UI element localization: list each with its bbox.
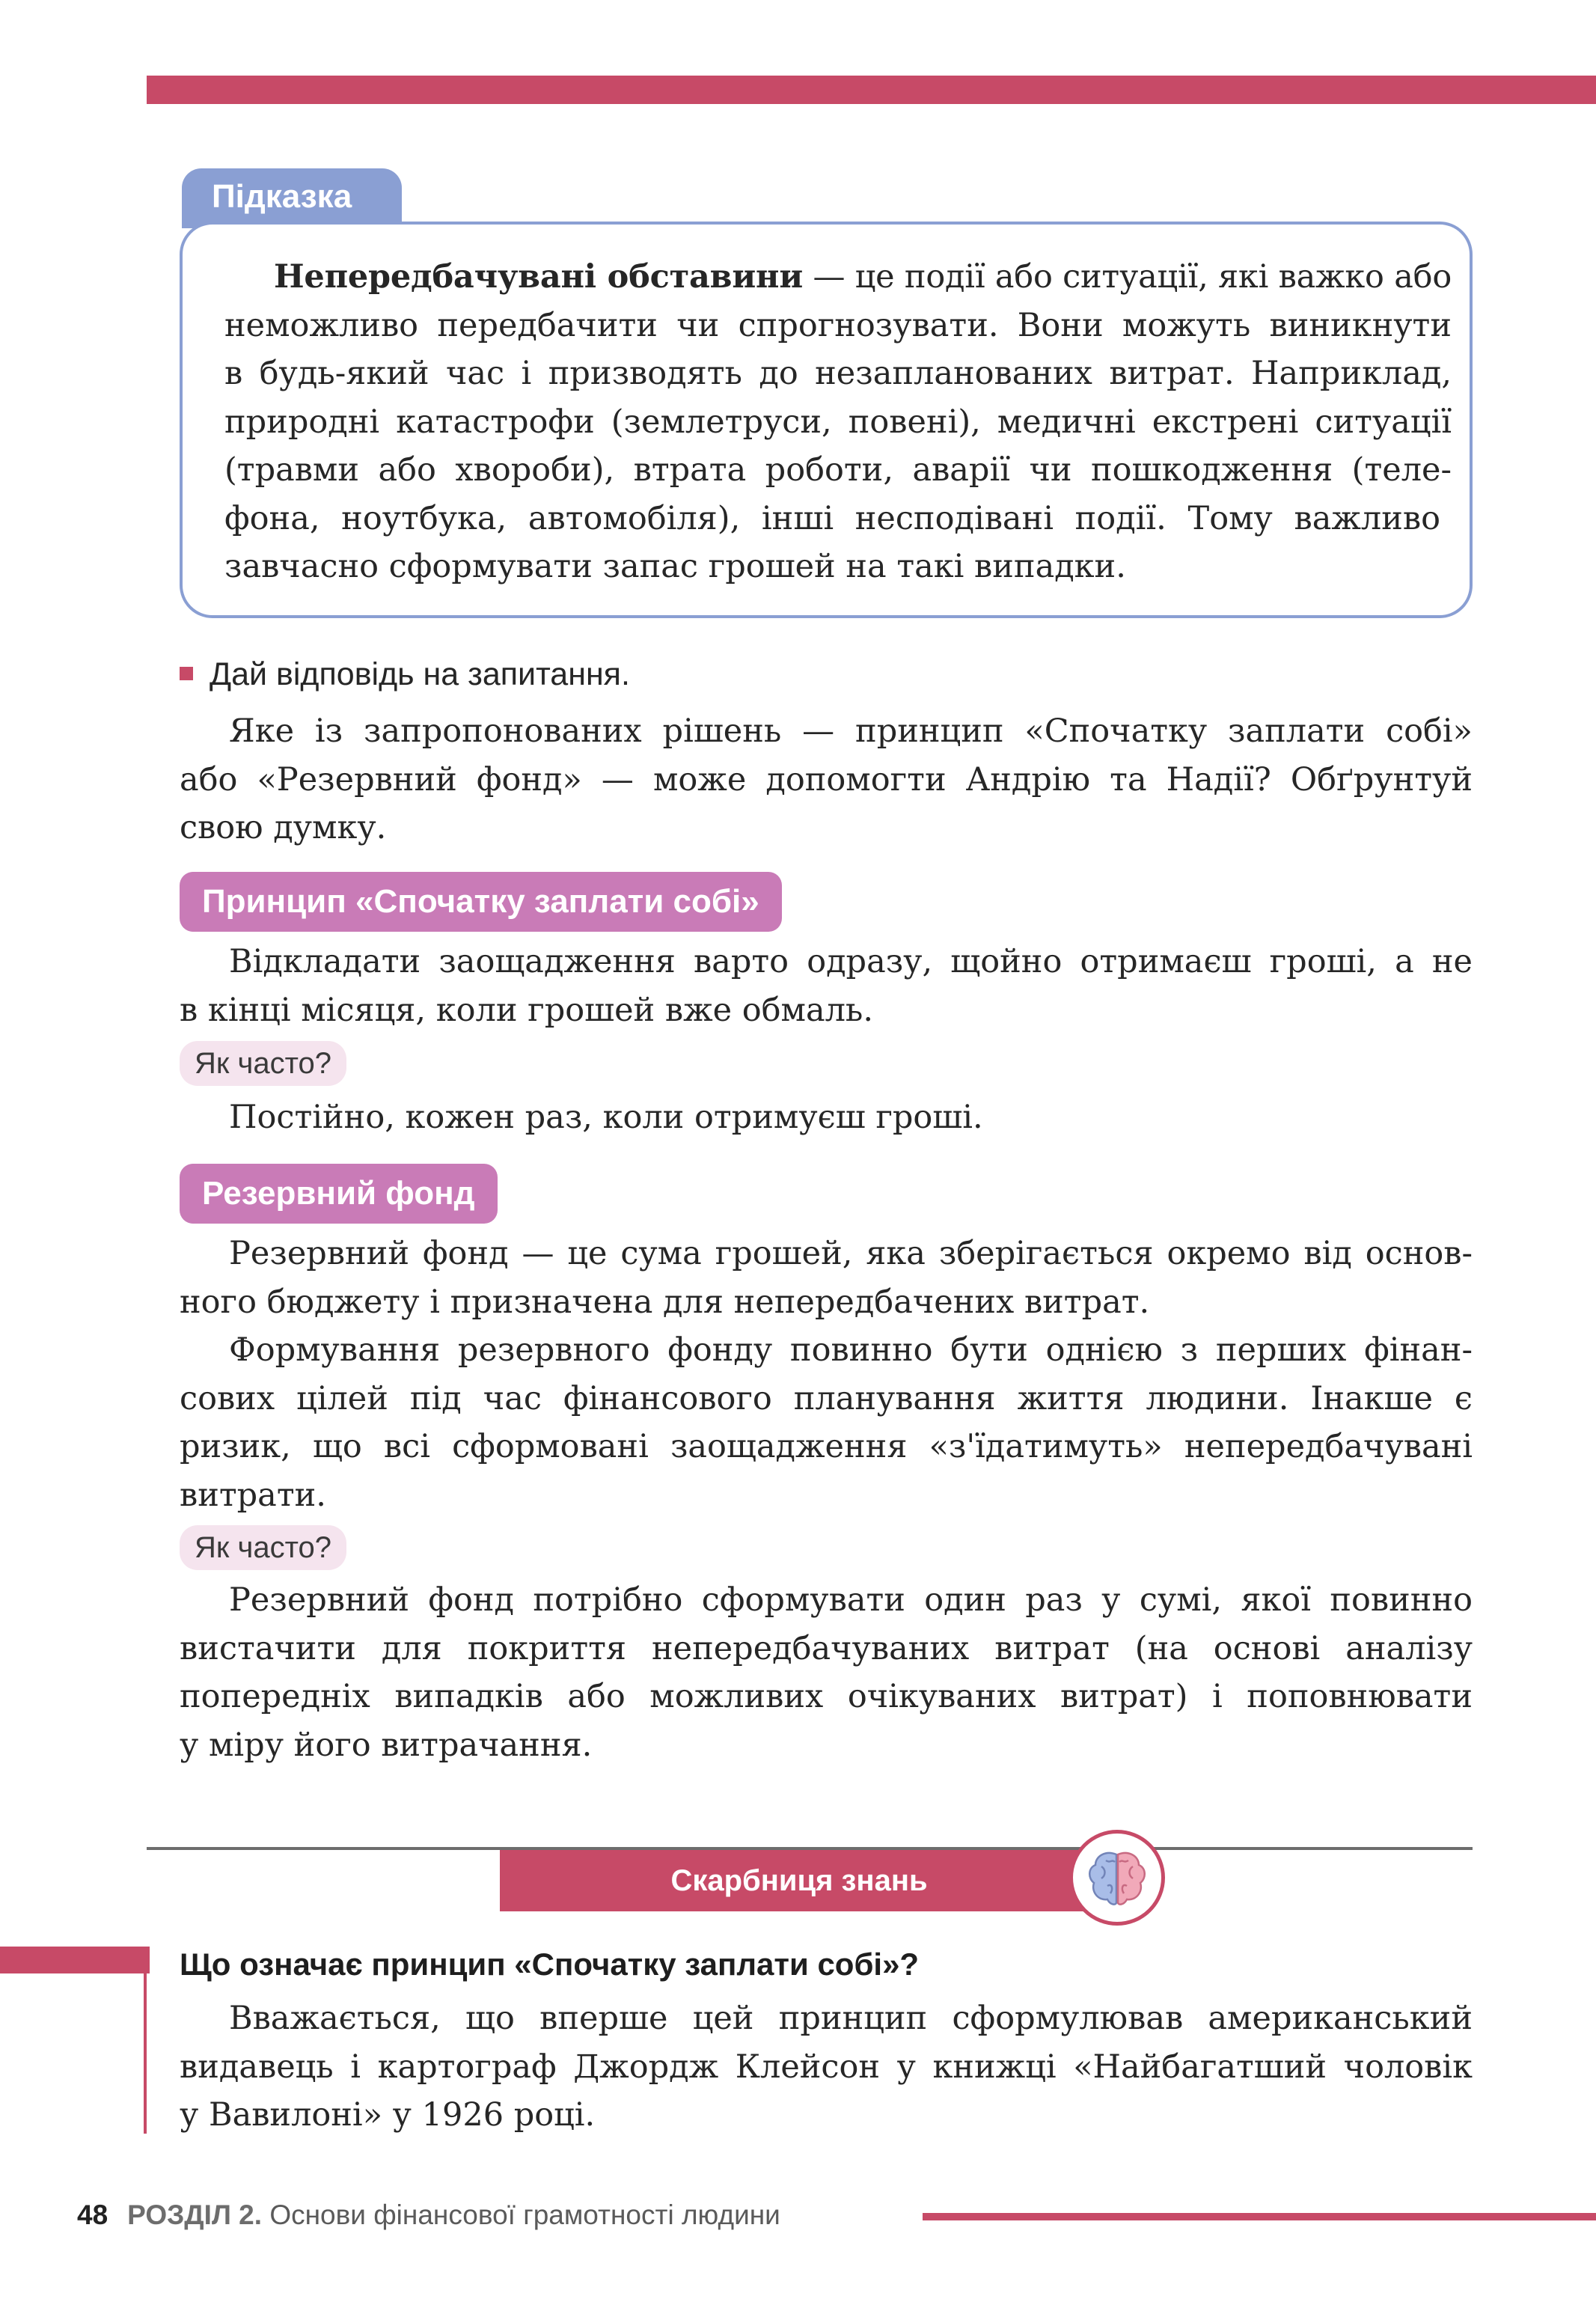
task-question: Яке із запропонованих рішень — принцип «Спочатку заплати собі» або «Резервний фонд» — може допомогти Андрію та Надії? Обґрунтуй свою думку. (180, 712, 1473, 846)
principle-text: Відкладати заощадження варто одразу, щойно отримаєш гроші, а не в кінці місяця, коли грошей вже обмаль. (180, 943, 1473, 1029)
footer-accent-line (923, 2213, 1596, 2220)
reserve-how-often-answer: Резервний фонд потрібно сформувати один раз у сумі, якої повинно вистачити для покриття непередбачуваних витрат (на основі аналізу попередніх випадків або можливих очікуваних витрат) і поповнювати у міру його витрачання. (180, 1581, 1473, 1764)
page-number: 48 (77, 2199, 108, 2230)
principle-how-often-label: Як часто? (180, 1041, 346, 1086)
hint-line-5: (травми або хвороби), втрата роботи, аварії чи пошкодження (теле- (224, 451, 1452, 489)
knowledge-question: Що означає принцип «Спочатку заплати собі»? (180, 1947, 920, 1982)
hint-line-7: завчасно сформувати запас грошей на такі випадки. (224, 548, 1126, 585)
reserve-how-often-label: Як часто? (180, 1525, 346, 1570)
knowledge-banner: Скарбниця знань (500, 1850, 1098, 1911)
knowledge-left-bar (0, 1947, 150, 1973)
page-footer (77, 2196, 780, 2235)
reserve-heading: Резервний фонд (180, 1164, 498, 1224)
hint-line-6: фона, ноутбука, автомобіля), інші несподівані події. Тому важливо (224, 499, 1440, 537)
top-accent-bar (147, 76, 1596, 104)
hint-line-2: неможливо передбачити чи спрогнозувати. Вони можуть виникнути (224, 306, 1452, 344)
section-title: Основи фінансової грамотності людини (269, 2199, 780, 2230)
knowledge-left-line (144, 1973, 147, 2134)
square-bullet-icon (180, 667, 193, 680)
hint-tab: Підказка (182, 168, 402, 228)
section-label: РОЗДІЛ 2. (127, 2199, 263, 2230)
hint-line-4: природні катастрофи (землетруси, повені), медичні екстрені ситуації (224, 403, 1452, 441)
brain-icon (1069, 1830, 1165, 1926)
task-instruction: Дай відповідь на запитання. (180, 653, 630, 695)
hint-line-1: Непередбачувані обставини — це події або ситуації, які важко або (274, 258, 1452, 296)
principle-how-often-answer: Постійно, кожен раз, коли отримуєш гроші. (229, 1099, 983, 1136)
hint-term: Непередбачувані обставини (274, 258, 804, 296)
reserve-formation: Формування резервного фонду повинно бути однією з перших фінан- сових цілей під час фінансового планування життя людини. Інакше є ризик, що всі сформовані заощадження «з'їдатимуть» непередбачувані витрати. (180, 1331, 1473, 1514)
principle-heading: Принцип «Спочатку заплати собі» (180, 872, 782, 932)
reserve-definition: Резервний фонд — це сума грошей, яка зберігається окремо від основ- ного бюджету і призначена для непередбачених витрат. (180, 1235, 1473, 1321)
knowledge-text: Вважається, що вперше цей принцип сформулював американський видавець і картограф Джордж Клейсон у книжці «Найбагатший чоловік у Вавилоні» у 1926 році. (180, 2000, 1473, 2134)
hint-text (224, 253, 1452, 591)
hint-line-3: в будь-який час і призводять до незапланованих витрат. Наприклад, (224, 355, 1452, 392)
